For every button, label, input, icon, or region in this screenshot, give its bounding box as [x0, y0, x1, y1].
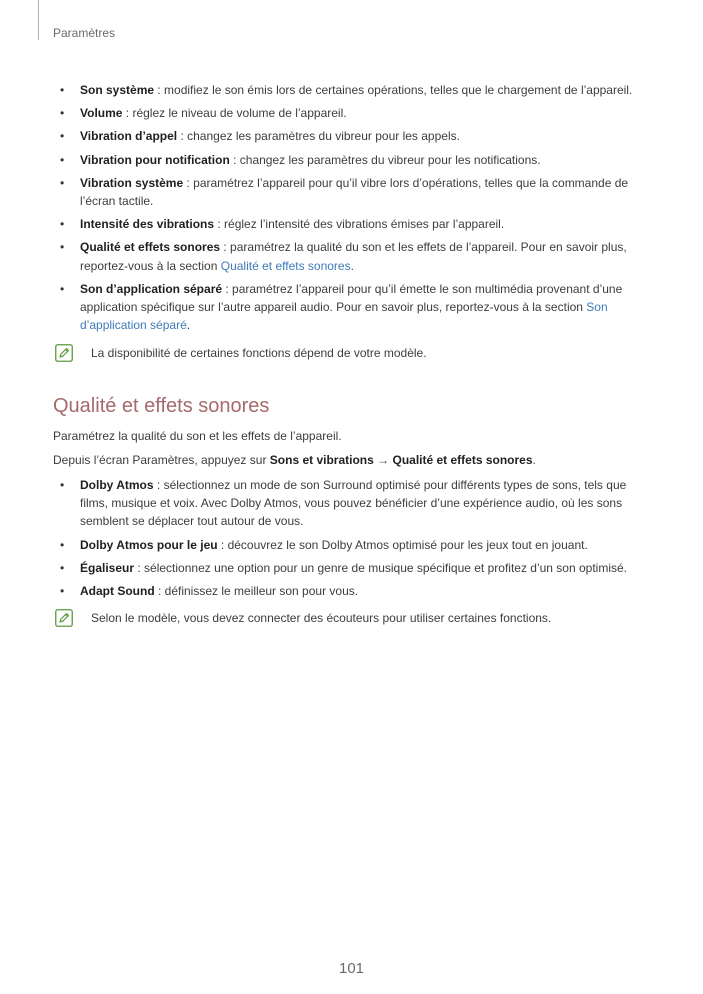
section-title: Qualité et effets sonores	[53, 395, 270, 417]
path-step: Sons et vibrations	[269, 453, 374, 467]
list-item	[55, 238, 649, 274]
navigation-path	[53, 451, 653, 469]
item-text: : découvrez le son Dolby Atmos optimisé pour les jeux tout en jouant.	[217, 537, 588, 552]
list-item	[55, 559, 649, 577]
list-item	[55, 215, 649, 233]
item-text: : paramétrez la qualité du son et les effets de l’appareil. Pour en savoir plus, reportez-vous à la section	[80, 240, 627, 273]
list-item	[55, 280, 649, 335]
note-icon	[55, 609, 73, 627]
item-text: : définissez le meilleur son pour vous.	[154, 584, 359, 599]
path-arrow: →	[373, 453, 393, 467]
running-title: Paramètres	[53, 26, 116, 40]
list-item	[55, 81, 649, 99]
item-text: : sélectionnez un mode de son Surround optimisé pour différents types de sons, tels que films, musique et voix. Avec Dolby Atmos, vous pouvez bénéficier d’une expérience audio, où les sons semblent se déplacer tout autour de vous.	[80, 478, 627, 529]
item-text: : paramétrez l’appareil pour qu’il émette le son multimédia provenant d’une application spécifique sur l’autre appareil audio. Pour en savoir plus, reportez-vous à la section	[80, 281, 623, 315]
item-term: Son système	[80, 83, 155, 97]
item-term: Dolby Atmos pour le jeu	[80, 537, 218, 552]
item-text: : modifiez le son émis lors de certaines opérations, telles que le chargement de l’appareil.	[154, 83, 633, 97]
item-term: Adapt Sound	[80, 584, 155, 599]
item-term: Vibration pour notification	[80, 152, 230, 167]
list-item	[55, 582, 649, 600]
item-term: Son d’application séparé	[80, 281, 223, 296]
item-text: : paramétrez l’appareil pour qu’il vibre lors d’opérations, telles que la commande de l’écran tactile.	[80, 175, 629, 209]
note-text: La disponibilité de certaines fonctions dépend de votre modèle.	[91, 346, 427, 360]
item-text: : réglez le niveau de volume de l’appareil.	[122, 106, 347, 121]
item-text: : sélectionnez une option pour un genre de musique spécifique et profitez d’un son optimisé.	[134, 560, 628, 575]
list-item	[55, 151, 649, 169]
section-link[interactable]: Son d’application séparé	[80, 300, 608, 333]
note	[55, 344, 649, 362]
note-text: Selon le modèle, vous devez connecter des écouteurs pour utiliser certaines fonctions.	[91, 611, 552, 625]
section-link[interactable]: Qualité et effets sonores	[220, 258, 351, 273]
list-item	[55, 104, 649, 122]
page-number: 101	[338, 960, 365, 977]
note-icon	[55, 344, 73, 362]
path-suffix: .	[532, 453, 536, 467]
list-item	[55, 174, 649, 210]
item-term: Qualité et effets sonores	[80, 240, 221, 255]
list-item	[55, 536, 649, 554]
item-term: Égaliseur	[80, 560, 135, 575]
item-after: .	[350, 258, 354, 273]
list-item	[55, 127, 649, 145]
item-term: Volume	[80, 106, 123, 121]
item-term: Intensité des vibrations	[80, 217, 215, 232]
item-after: .	[186, 318, 191, 333]
sound-quality-list	[55, 476, 649, 605]
item-text: : réglez l’intensité des vibrations émises par l’appareil.	[214, 217, 505, 232]
item-term: Dolby Atmos	[80, 478, 154, 492]
section-intro: Paramétrez la qualité du son et les effets de l’appareil.	[53, 429, 342, 443]
item-term: Vibration système	[80, 175, 184, 190]
list-item	[55, 476, 649, 531]
item-text: : changez les paramètres du vibreur pour les appels.	[177, 129, 460, 144]
item-text: : changez les paramètres du vibreur pour les notifications.	[229, 152, 541, 167]
item-term: Vibration d’appel	[80, 129, 178, 144]
margin-rule	[38, 0, 39, 40]
settings-list	[55, 81, 649, 339]
note	[55, 609, 649, 627]
path-prefix: Depuis l’écran Paramètres, appuyez sur	[53, 453, 270, 467]
path-step: Qualité et effets sonores	[392, 453, 533, 467]
